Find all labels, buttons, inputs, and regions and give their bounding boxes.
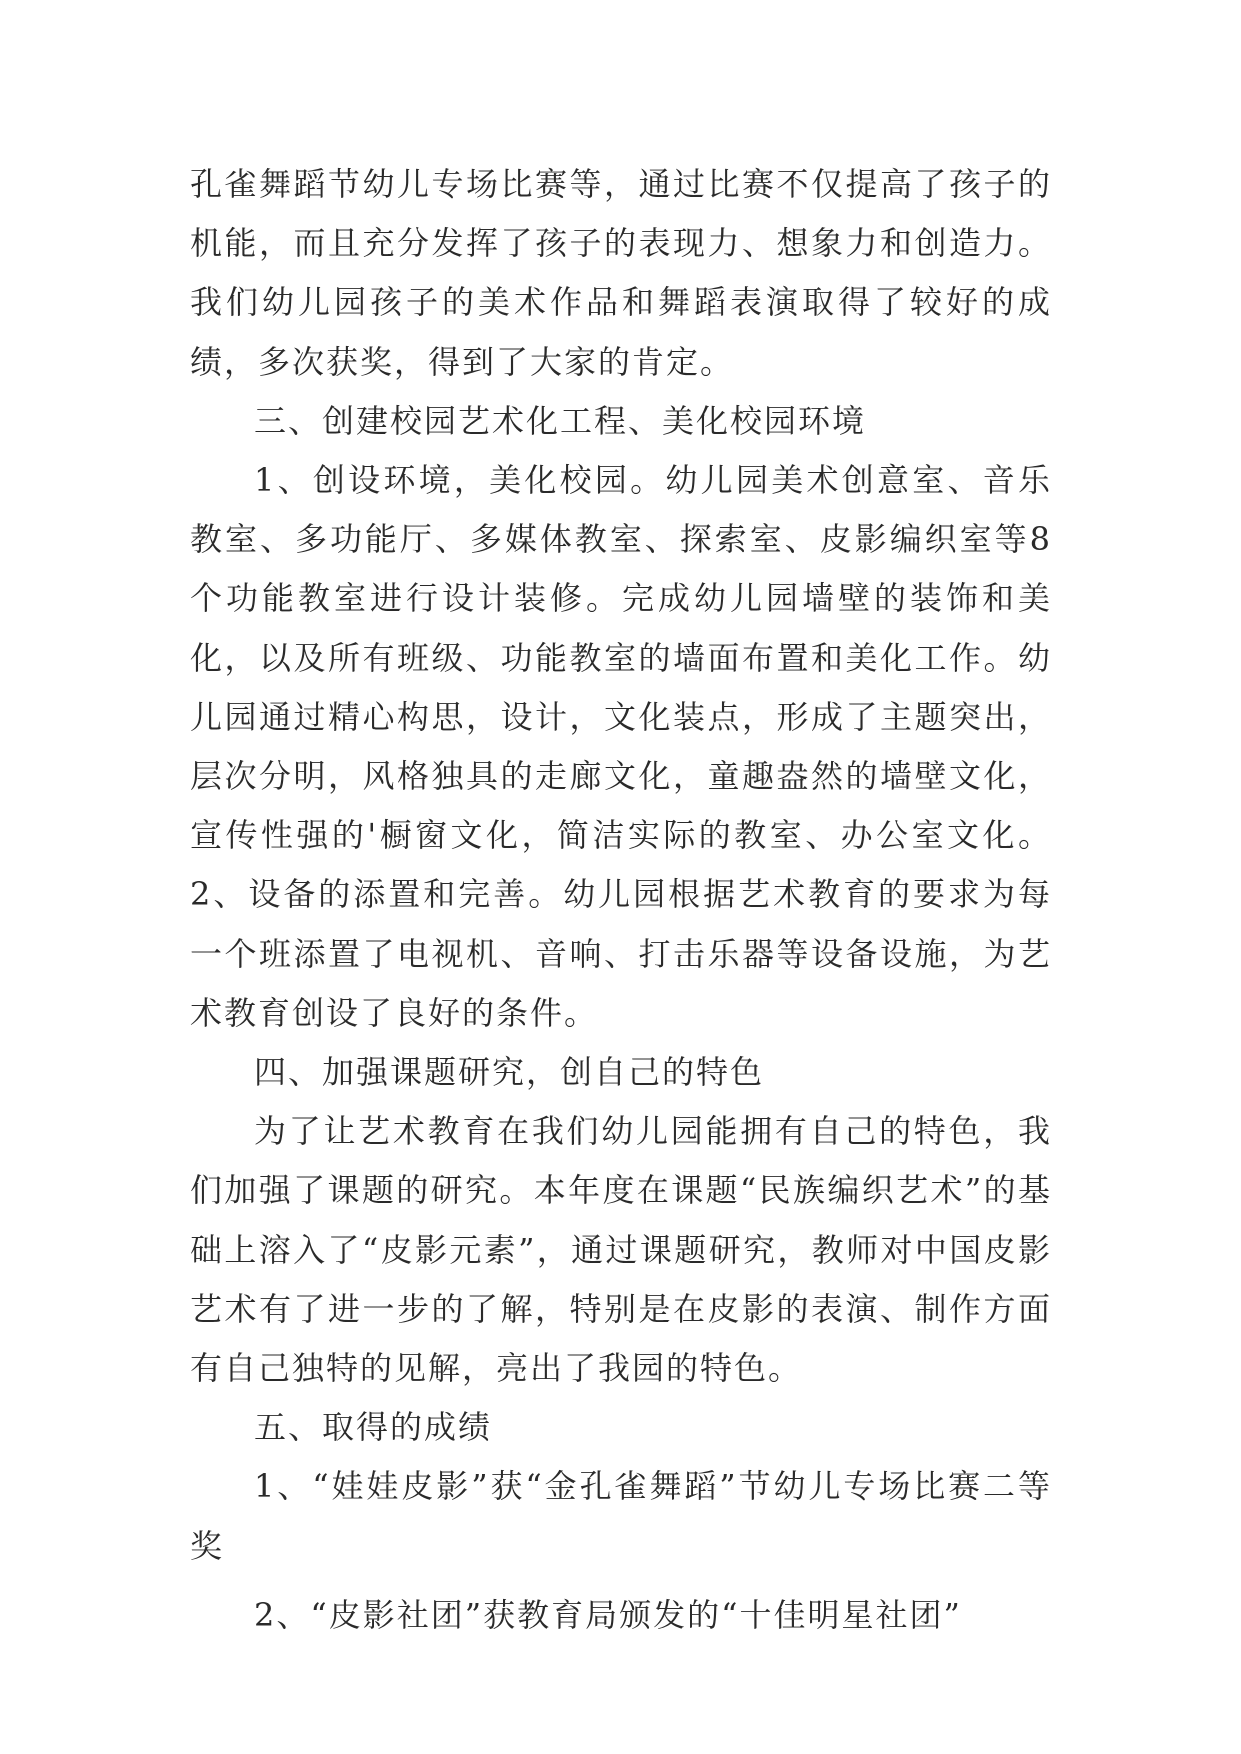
paragraph-campus-environment: 1、创设环境，美化校园。幼儿园美术创意室、音乐教室、多功能厅、多媒体教室、探索室、皮影编织室等8个功能教室进行设计装修。完成幼儿园墙壁的装饰和美化，以及所有班级、功能教室的墙面布置和美化工作。幼儿园通过精心构思，设计，文化装点，形成了主题突出，层次分明，风格独具的走廊文化，童趣盎然的墙壁文化，宣传性强的'橱窗文化，简洁实际的教室、办公室文化。2、设备的添置和完善。幼儿园根据艺术教育的要求为每一个班添置了电视机、音响、打击乐器等设备设施，为艺术教育创设了良好的条件。 (190, 461, 1052, 1032)
paragraph-research: 为了让艺术教育在我们幼儿园能拥有自己的特色，我们加强了课题的研究。本年度在课题“民族编织艺术”的基础上溶入了“皮影元素”，通过课题研究，教师对中国皮影艺术有了进一步的了解，特别是在皮影的表演、制作方面有自己独特的见解，亮出了我园的特色。 (190, 1112, 1052, 1388)
section-heading-achievements: 五、取得的成绩 (254, 1408, 493, 1447)
paragraph-competition-results: 孔雀舞蹈节幼儿专场比赛等，通过比赛不仅提高了孩子的机能，而且充分发挥了孩子的表现力、想象力和创造力。我们幼儿园孩子的美术作品和舞蹈表演取得了较好的成绩，多次获奖，得到了大家的肯定。 (190, 165, 1052, 381)
section-heading-campus-art: 三、创建校园艺术化工程、美化校园环境 (254, 401, 867, 440)
achievement-item-1: 1、“娃娃皮影”获“金孔雀舞蹈”节幼儿专场比赛二等奖 (190, 1467, 1052, 1565)
achievement-item-2: 2、“皮影社团”获教育局颁发的“十佳明星社团” (254, 1595, 962, 1634)
section-heading-research: 四、加强课题研究，创自己的特色 (254, 1053, 765, 1092)
document-body (190, 155, 1052, 1645)
